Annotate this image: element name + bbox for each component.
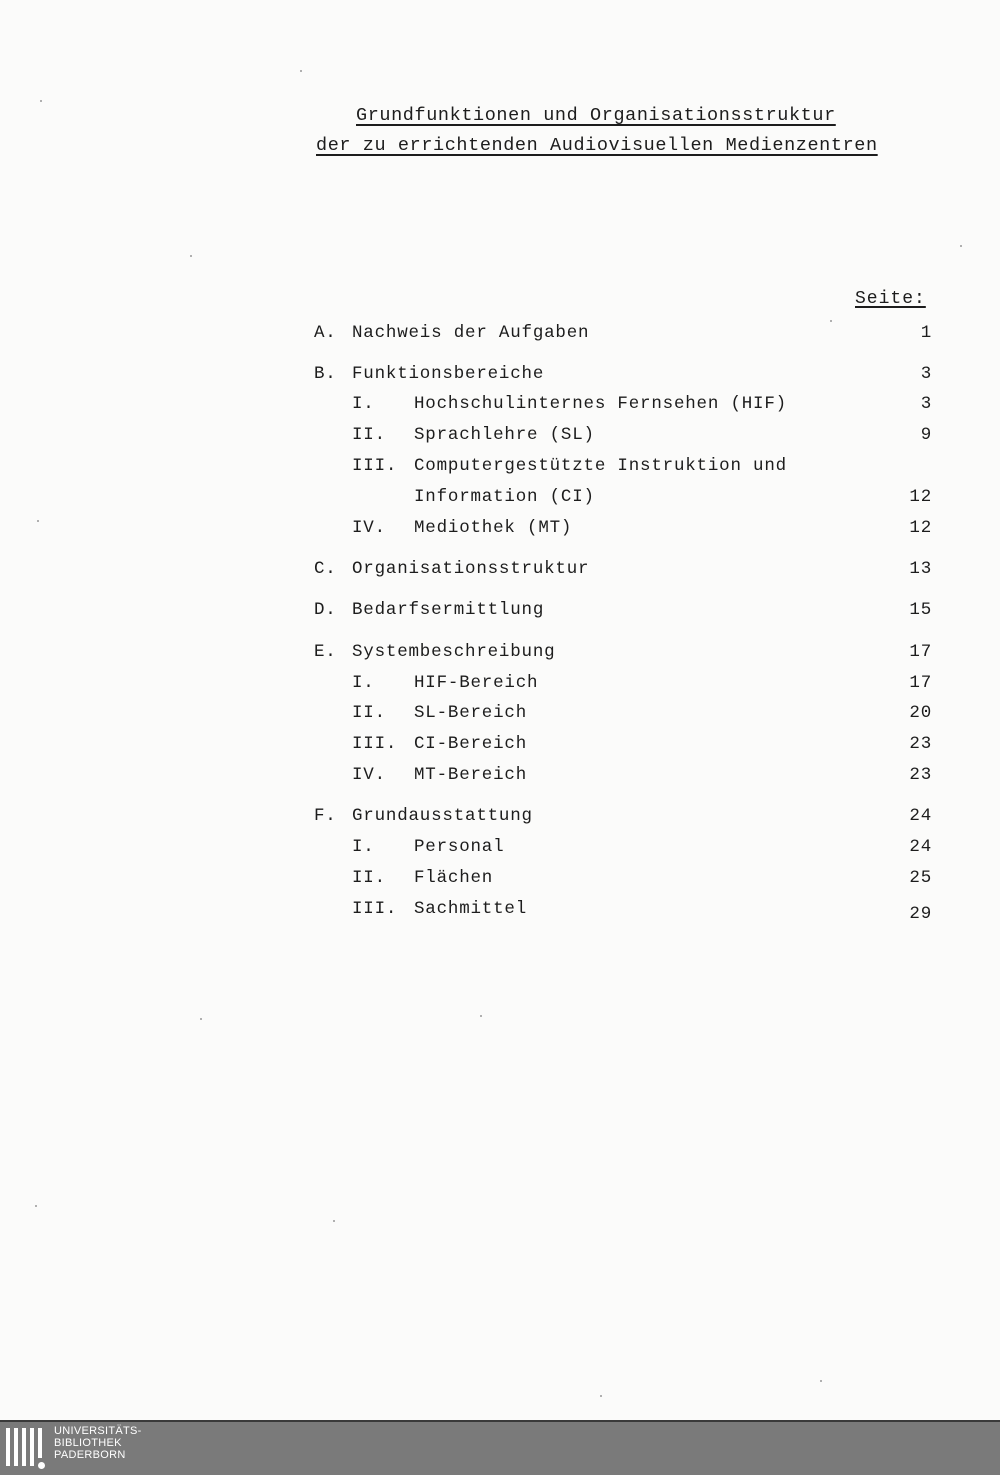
toc-subsection-label: CI-Bereich (414, 734, 528, 754)
toc-page-number: 15 (909, 600, 932, 620)
toc-section-label: Bedarfsermittlung (352, 600, 545, 620)
toc-section-letter: B. (314, 364, 337, 384)
scan-speck (40, 100, 42, 102)
toc-page-number: 1 (920, 323, 932, 343)
toc-subsection-label-continued: Information (CI) (414, 487, 595, 507)
toc-section-letter: C. (314, 559, 337, 579)
toc-entry (0, 642, 1000, 666)
toc-section-letter: E. (314, 642, 337, 662)
toc-entry (0, 837, 1000, 861)
library-name (54, 1425, 142, 1461)
toc-subsection-numeral: III. (352, 734, 398, 754)
toc-subsection-numeral: II. (352, 425, 386, 445)
toc-section-letter: A. (314, 323, 337, 343)
toc-entry (0, 765, 1000, 789)
toc-entry (0, 487, 1000, 511)
toc-entry (0, 323, 1000, 347)
toc-page-number: 25 (909, 868, 932, 888)
toc-entry (0, 703, 1000, 727)
library-name-line-2: BIBLIOTHEK (54, 1437, 122, 1449)
toc-entry (0, 868, 1000, 892)
toc-subsection-numeral: II. (352, 703, 386, 723)
scan-speck (35, 1205, 37, 1207)
toc-page-number: 17 (909, 642, 932, 662)
document-title-line-1: Grundfunktionen und Organisationsstruktur (356, 105, 836, 126)
toc-subsection-label: Personal (414, 837, 505, 857)
toc-subsection-label: Flächen (414, 868, 494, 888)
toc-page-number: 13 (909, 559, 932, 579)
toc-page-number: 17 (909, 673, 932, 693)
toc-section-label: Systembeschreibung (352, 642, 556, 662)
toc-subsection-label: Mediothek (MT) (414, 518, 573, 538)
toc-entry (0, 425, 1000, 449)
toc-entry (0, 364, 1000, 388)
toc-page-number: 3 (920, 364, 932, 384)
toc-entry (0, 559, 1000, 583)
toc-page-number: 24 (909, 837, 932, 857)
scan-speck (37, 520, 39, 522)
scan-speck (480, 1015, 482, 1017)
toc-section-letter: F. (314, 806, 337, 826)
toc-entry (0, 899, 1000, 923)
library-name-line-1: UNIVERSITÄTS- (54, 1425, 142, 1437)
scan-speck (960, 245, 962, 247)
toc-section-label: Nachweis der Aufgaben (352, 323, 590, 343)
toc-entry (0, 673, 1000, 697)
toc-section-label: Funktionsbereiche (352, 364, 545, 384)
toc-subsection-numeral: IV. (352, 765, 386, 785)
toc-page-number: 23 (909, 765, 932, 785)
scan-speck (333, 1220, 335, 1222)
scan-speck (820, 1380, 822, 1382)
toc-subsection-numeral: I. (352, 673, 375, 693)
toc-entry (0, 806, 1000, 830)
toc-section-label: Organisationsstruktur (352, 559, 590, 579)
page-column-header: Seite: (855, 289, 926, 309)
toc-subsection-label: HIF-Bereich (414, 673, 539, 693)
toc-page-number: 23 (909, 734, 932, 754)
document-title-line-2: der zu errichtenden Audiovisuellen Medienzentren (316, 135, 878, 156)
toc-entry (0, 600, 1000, 624)
toc-subsection-numeral: IV. (352, 518, 386, 538)
toc-subsection-label: Computergestützte Instruktion und (414, 456, 787, 476)
scan-speck (830, 320, 832, 322)
toc-subsection-numeral: II. (352, 868, 386, 888)
toc-section-letter: D. (314, 600, 337, 620)
toc-subsection-label: SL-Bereich (414, 703, 528, 723)
toc-page-number: 9 (920, 425, 932, 445)
toc-page-number: 12 (909, 518, 932, 538)
toc-entry (0, 734, 1000, 758)
toc-subsection-numeral: III. (352, 899, 398, 919)
toc-entry (0, 394, 1000, 418)
toc-subsection-label: Sprachlehre (SL) (414, 425, 595, 445)
library-footer (0, 1420, 1000, 1475)
toc-subsection-numeral: I. (352, 837, 375, 857)
toc-subsection-label: Hochschulinternes Fernsehen (HIF) (414, 394, 787, 414)
scan-speck (600, 1395, 602, 1397)
toc-entry (0, 456, 1000, 480)
scan-speck (200, 1018, 202, 1020)
scan-speck (300, 70, 302, 72)
scan-speck (190, 255, 192, 257)
toc-subsection-label: MT-Bereich (414, 765, 528, 785)
toc-page-number: 12 (909, 487, 932, 507)
library-name-line-3: PADERBORN (54, 1449, 126, 1461)
toc-subsection-numeral: III. (352, 456, 398, 476)
toc-section-label: Grundausstattung (352, 806, 533, 826)
toc-page-number: 24 (909, 806, 932, 826)
toc-subsection-label: Sachmittel (414, 899, 528, 919)
toc-page-number: 3 (920, 394, 932, 414)
toc-entry (0, 518, 1000, 542)
toc-page-number: 29 (909, 904, 932, 924)
toc-subsection-numeral: I. (352, 394, 375, 414)
toc-page-number: 20 (909, 703, 932, 723)
library-logo-icon (4, 1426, 48, 1471)
